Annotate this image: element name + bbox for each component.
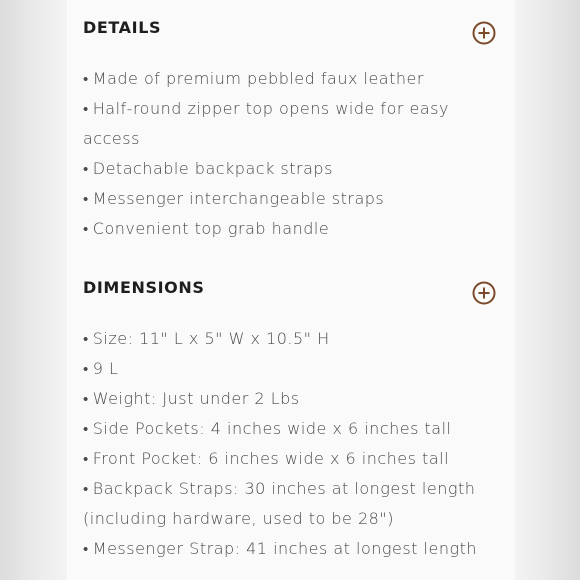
list-item: • Weight: Just under 2 Lbs — [83, 389, 300, 408]
list-item: • Front Pocket: 6 inches wide x 6 inches tall — [83, 449, 450, 468]
dimensions-title: DIMENSIONS — [83, 278, 205, 297]
dimensions-header[interactable] — [83, 278, 499, 308]
list-item: • Detachable backpack straps — [83, 159, 333, 178]
details-section — [83, 18, 499, 238]
list-item: • Half-round zipper top opens wide for easy access — [83, 99, 449, 148]
list-item: • Messenger interchangeable straps — [83, 189, 385, 208]
dimensions-expand-plus-icon[interactable] — [472, 281, 496, 305]
dimensions-section — [83, 278, 499, 558]
list-item: • Convenient top grab handle — [83, 219, 330, 238]
list-item: • Size: 11" L x 5" W x 10.5" H — [83, 329, 330, 348]
list-item: • 9 L — [83, 359, 119, 378]
list-item: • Side Pockets: 4 inches wide x 6 inches tall — [83, 419, 452, 438]
details-list — [83, 64, 499, 244]
details-header[interactable] — [83, 18, 499, 48]
details-title: DETAILS — [83, 18, 162, 37]
product-info-panel — [67, 0, 515, 580]
list-item: • Backpack Straps: 30 inches at longest length (including hardware, used to be 28") — [83, 479, 476, 528]
dimensions-list — [83, 324, 499, 564]
list-item: • Messenger Strap: 41 inches at longest length — [83, 539, 477, 558]
details-expand-plus-icon[interactable] — [472, 21, 496, 45]
list-item: • Made of premium pebbled faux leather — [83, 69, 424, 88]
